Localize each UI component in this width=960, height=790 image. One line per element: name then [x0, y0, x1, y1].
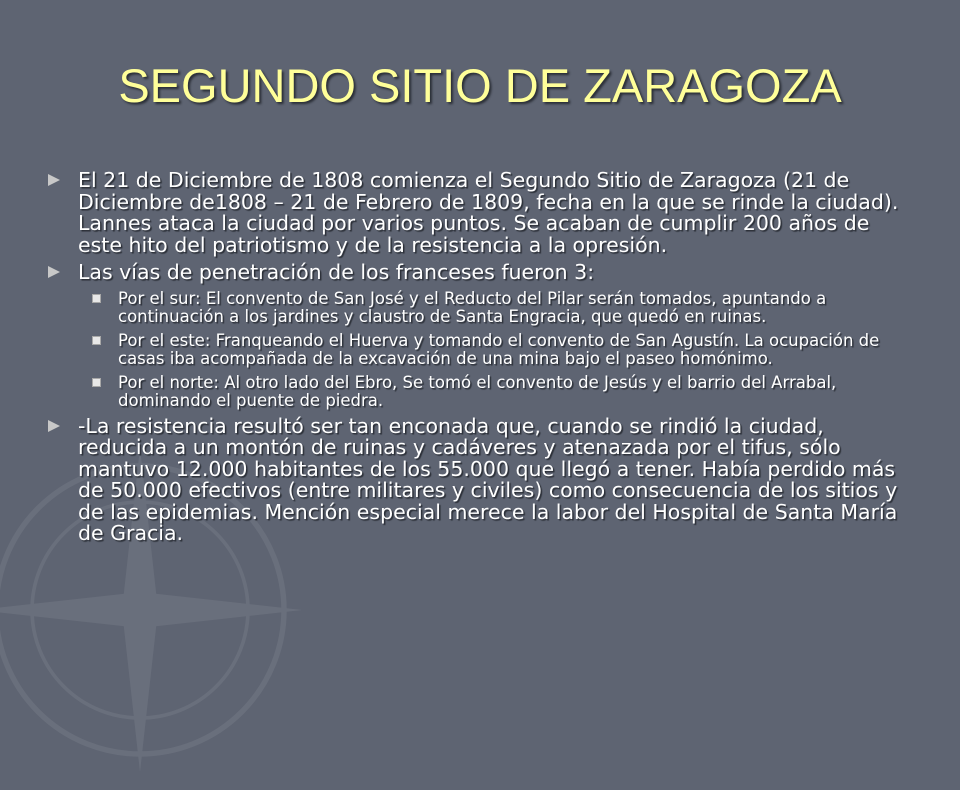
bullet-item [48, 413, 908, 545]
bullet-text: Las vías de penetración de los franceses fueron 3: [78, 260, 595, 284]
sub-bullet-item [48, 290, 908, 326]
sub-bullet-text: Por el sur: El convento de San José y el Reducto del Pilar serán tomados, apuntando a continuación a los jardines y claustro de Santa Engracia, que quedó en ruinas. [118, 288, 827, 326]
sub-bullet-item [48, 374, 908, 410]
square-bullet-icon [92, 294, 101, 303]
arrow-bullet-icon [48, 266, 60, 278]
bullet-text: -La resistencia resultó ser tan enconada que, cuando se rindió la ciudad, reducida a un montón de ruinas y cadáveres y atenazada por el tifus, sólo mantuvo 12.000 habitantes de los 55.000 que llegó a tener. Había perdido más de 50.000 efectivos (entre militares y civiles) como consecuencia de los sitios y de las epidemias. Mención especial merece la labor del Hospital de Santa María de Gracia. [78, 413, 898, 545]
square-bullet-icon [92, 378, 101, 387]
bullet-item [48, 262, 908, 284]
sub-bullet-item [48, 332, 908, 368]
sub-bullet-text: Por el norte: Al otro lado del Ebro, Se tomó el convento de Jesús y el barrio del Arrabal, dominando el puente de piedra. [118, 372, 837, 410]
arrow-bullet-icon [48, 420, 60, 432]
slide-title: SEGUNDO SITIO DE ZARAGOZA [118, 59, 842, 112]
bullet-text: El 21 de Diciembre de 1808 comienza el Segundo Sitio de Zaragoza (21 de Diciembre de1808 – 21 de Febrero de 1809, fecha en la que se rinde la ciudad). Lannes ataca la ciudad por varios puntos. Se acaban de cumplir 200 años de este hito del patriotismo y de la resistencia a la opresión. [78, 168, 899, 257]
square-bullet-icon [92, 336, 101, 345]
slide-content [48, 170, 908, 551]
sub-bullet-text: Por el este: Franqueando el Huerva y tomando el convento de San Agustín. La ocupación de casas iba acompañada de la excavación de una mina bajo el paseo homónimo. [118, 330, 880, 368]
bullet-item [48, 170, 908, 256]
arrow-bullet-icon [48, 174, 60, 186]
sub-bullet-list [48, 290, 908, 410]
